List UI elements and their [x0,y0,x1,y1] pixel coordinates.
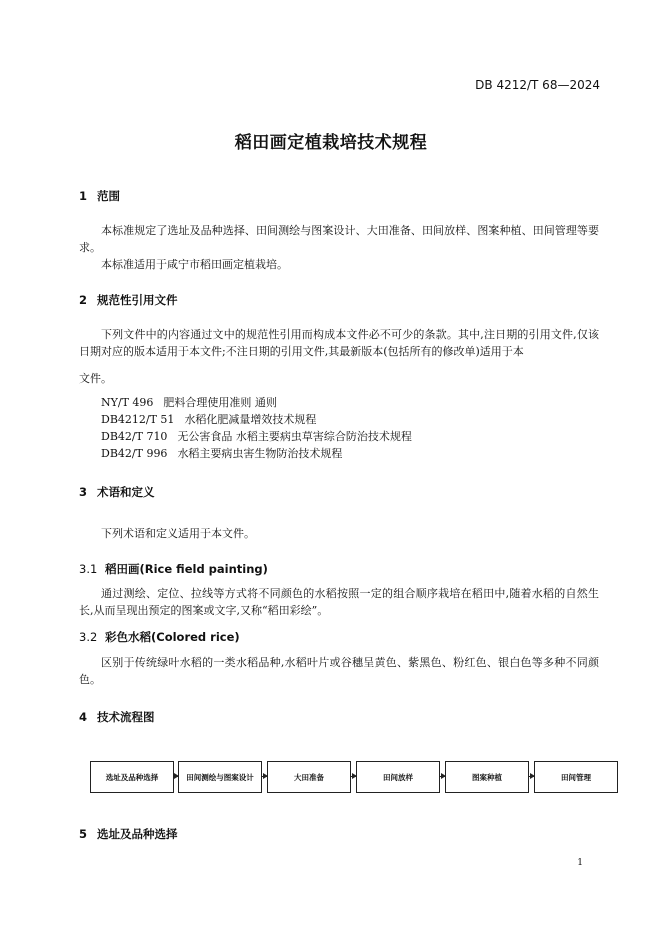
reference-item [101,428,412,445]
reference-name: 水稻化肥减量增效技术规程 [184,413,317,426]
section-2-heading [79,292,178,308]
section-1-paragraph-2: 本标准适用于咸宁市稻田画定植栽培。 [101,258,288,271]
section-title: 技术流程图 [97,710,155,724]
flow-step-field-layout: 田间放样 [356,761,440,793]
reference-name: 水稻主要病虫害生物防治技术规程 [177,447,343,460]
term-3-2-definition: 区别于传统绿叶水稻的一类水稻品种,水稻叶片或谷穗呈黄色、紫黑色、粉红色、银白色等多种不同颜色。 [79,656,599,686]
flow-step-site-selection: 选址及品种选择 [90,761,174,793]
reference-code: NY/T 496 [101,396,154,409]
reference-name: 无公害食品 水稻主要病虫草害综合防治技术规程 [177,430,412,443]
page-number: 1 [577,858,583,868]
section-number: 5 [79,827,88,841]
reference-name: 肥料合理使用准则 通则 [163,396,277,409]
document-title: 稻田画定植栽培技术规程 [234,133,428,153]
section-number: 3 [79,485,88,499]
section-number: 2 [79,293,88,307]
flow-step-field-preparation: 大田准备 [267,761,351,793]
section-2-paragraph-1-tail: 文件。 [79,372,112,385]
section-title: 术语和定义 [97,485,155,499]
flow-step-survey-design: 田间测绘与图案设计 [178,761,262,793]
reference-code: DB42/T 996 [101,447,168,460]
reference-code: DB4212/T 51 [101,413,175,426]
section-title: 规范性引用文件 [97,293,178,307]
reference-code: DB42/T 710 [101,430,168,443]
section-1-paragraph-1: 本标准规定了选址及品种选择、田间测绘与图案设计、大田准备、田间放样、图案种植、田间管理等要求。 [79,224,599,254]
term-3-2-heading [79,629,240,645]
section-1-heading [79,188,120,204]
section-5-heading [79,826,178,842]
reference-item [101,411,316,428]
section-number: 1 [79,189,88,203]
term-3-1-heading [79,561,268,577]
term-number: 3.1 [79,562,98,576]
process-flowchart [90,761,600,795]
term-3-1-definition: 通过测绘、定位、拉线等方式将不同颜色的水稻按照一定的组合顺序栽培在稻田中,随着水稻的自然生长,从而呈现出预定的图案或文字,又称“稻田彩绘”。 [79,587,599,617]
section-number: 4 [79,710,88,724]
reference-item [101,445,342,462]
reference-item [101,394,277,411]
section-title: 选址及品种选择 [97,827,178,841]
term-title: 稻田画(Rice field painting) [105,562,268,576]
flow-step-field-management: 田间管理 [534,761,618,793]
document-number: DB 4212/T 68—2024 [475,78,600,92]
section-3-paragraph-1: 下列术语和定义适用于本文件。 [101,527,255,540]
section-3-heading [79,484,155,500]
flow-step-pattern-planting: 图案种植 [445,761,529,793]
term-number: 3.2 [79,630,98,644]
section-4-heading [79,709,155,725]
term-title: 彩色水稻(Colored rice) [105,630,240,644]
section-2-paragraph-1: 下列文件中的内容通过文中的规范性引用而构成本文件必不可少的条款。其中,注日期的引用文件,仅该日期对应的版本适用于本文件;不注日期的引用文件,其最新版本(包括所有的修改单)适用于本 [79,328,599,358]
section-title: 范围 [97,189,120,203]
